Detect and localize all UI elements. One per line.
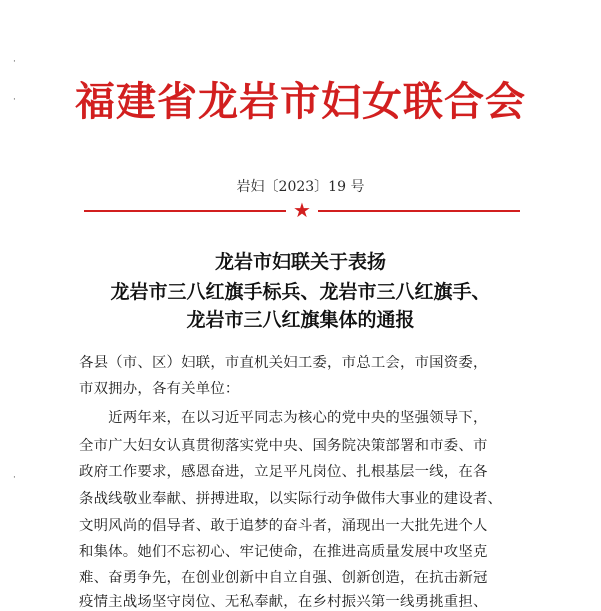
document-number: 岩妇〔2023〕19 号 — [236, 179, 365, 195]
scan-mark: · — [13, 473, 16, 483]
body-text-line: 疫情主战场坚守岗位、无私奉献，在乡村振兴第一线勇挑重担、 — [79, 594, 488, 610]
salutation-line: 市双拥办，各有关单位： — [79, 381, 240, 397]
scan-mark: · — [13, 57, 16, 67]
scan-mark: · — [13, 95, 16, 105]
issuing-organization-header: 福建省龙岩市妇女联合会 — [75, 78, 526, 125]
red-divider-left — [84, 210, 286, 212]
body-text-line: 政府工作要求，感恩奋进，立足平凡岗位、扎根基层一线，在各 — [79, 464, 488, 480]
body-text-line: 近两年来，在以习近平同志为核心的党中央的坚强领导下， — [79, 410, 488, 426]
star-icon: ★ — [293, 198, 311, 222]
body-text-line: 文明风尚的倡导者、敢于追梦的奋斗者，涌现出一大批先进个人 — [79, 518, 488, 534]
document-title-line: 龙岩市三八红旗集体的通报 — [186, 309, 415, 331]
document-title-line: 龙岩市妇联关于表扬 — [214, 251, 386, 273]
red-divider-right — [318, 210, 520, 212]
document-title-line: 龙岩市三八红旗手标兵、龙岩市三八红旗手、 — [110, 281, 491, 303]
body-text-line: 难、奋勇争先，在创业创新中自立自强、创新创造，在抗击新冠 — [79, 570, 488, 586]
salutation-line: 各县（市、区）妇联，市直机关妇工委，市总工会，市国资委， — [79, 355, 488, 371]
body-text-line: 和集体。她们不忘初心、牢记使命，在推进高质量发展中攻坚克 — [79, 544, 488, 560]
body-text-line: 全市广大妇女认真贯彻落实党中央、国务院决策部署和市委、市 — [79, 438, 488, 454]
body-text-line: 条战线敬业奉献、拼搏进取，以实际行动争做伟大事业的建设者、 — [79, 491, 503, 507]
